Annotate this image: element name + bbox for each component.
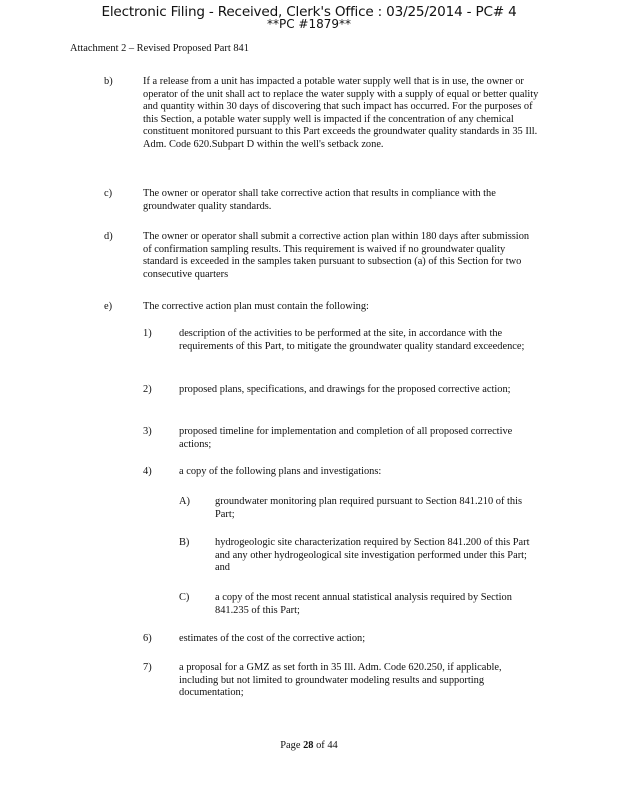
item-2-label: 2) (143, 384, 152, 395)
subitem-a-text: groundwater monitoring plan required pursuant to Section 841.210 of this Part; (215, 496, 523, 520)
subitem-b-text: hydrogeologic site characterization required by Section 841.200 of this Part and any other hydrogeological site investigation performed under this Part; and (215, 537, 530, 574)
subitem-c-text: a copy of the most recent annual statistical analysis required by Section 841.235 of this Part; (215, 592, 512, 616)
item-6-text: estimates of the cost of the corrective action; (179, 633, 366, 644)
subitem-a-label: A) (179, 496, 190, 507)
item-7-text: a proposal for a GMZ as set forth in 35 Ill. Adm. Code 620.250, if applicable, including but not limited to groundwater modeling results and supporting documentation; (179, 662, 502, 699)
page-footer (0, 740, 618, 753)
section-e-label: e) (104, 301, 113, 312)
item-1-label: 1) (143, 328, 152, 339)
section-b-label: b) (104, 76, 113, 87)
section-d-text: The owner or operator shall submit a corrective action plan within 180 days after submission of confirmation sampling results. This requirement is waived if no groundwater quality standard is exceeded in the samples taken pursuant to subsection (a) of this Section for two consecutive quarters (143, 231, 530, 280)
item-3-text: proposed timeline for implementation and completion of all proposed corrective actions; (179, 426, 513, 450)
item-1-text: description of the activities to be performed at the site, in accordance with the requirements of this Part, to mitigate the groundwater quality standard exceedence; (179, 328, 525, 352)
item-2-text: proposed plans, specifications, and drawings for the proposed corrective action; (179, 384, 511, 395)
section-e-text: The corrective action plan must contain the following: (143, 301, 369, 312)
section-c-text: The owner or operator shall take corrective action that results in compliance with the groundwater quality standards. (143, 188, 496, 212)
footer-prefix: Page (280, 740, 304, 751)
item-7-label: 7) (143, 662, 152, 673)
item-4-text: a copy of the following plans and investigations: (179, 466, 382, 477)
section-c-label: c) (104, 188, 113, 199)
filing-stamp: Electronic Filing - Received, Clerk's Office : 03/25/2014 - PC# 4 (101, 4, 517, 20)
item-3-label: 3) (143, 426, 152, 437)
attachment-heading: Attachment 2 – Revised Proposed Part 841 (70, 43, 249, 54)
footer-middle: of (313, 740, 328, 751)
item-6-label: 6) (143, 633, 152, 644)
section-b-text: If a release from a unit has impacted a potable water supply well that is in use, the owner or operator of the unit shall act to replace the water supply with a supply of equal or better quality and quantity within 30 days of discovering that such impact has occurred. For the purposes of this Section, a potable water supply well is impacted if the concentration of any chemical constituent monitored pursuant to this Part exceeds the groundwater quality standards in 35 Ill. Adm. Code 620.Subpart D within the well's setback zone. (143, 76, 539, 150)
subitem-c-label: C) (179, 592, 190, 603)
pc-number: **PC #1879** (266, 17, 352, 31)
section-d-label: d) (104, 231, 113, 242)
footer-total-pages: 44 (327, 740, 338, 751)
item-4-label: 4) (143, 466, 152, 477)
subitem-b-label: B) (179, 537, 190, 548)
footer-page-number: 28 (303, 740, 314, 751)
